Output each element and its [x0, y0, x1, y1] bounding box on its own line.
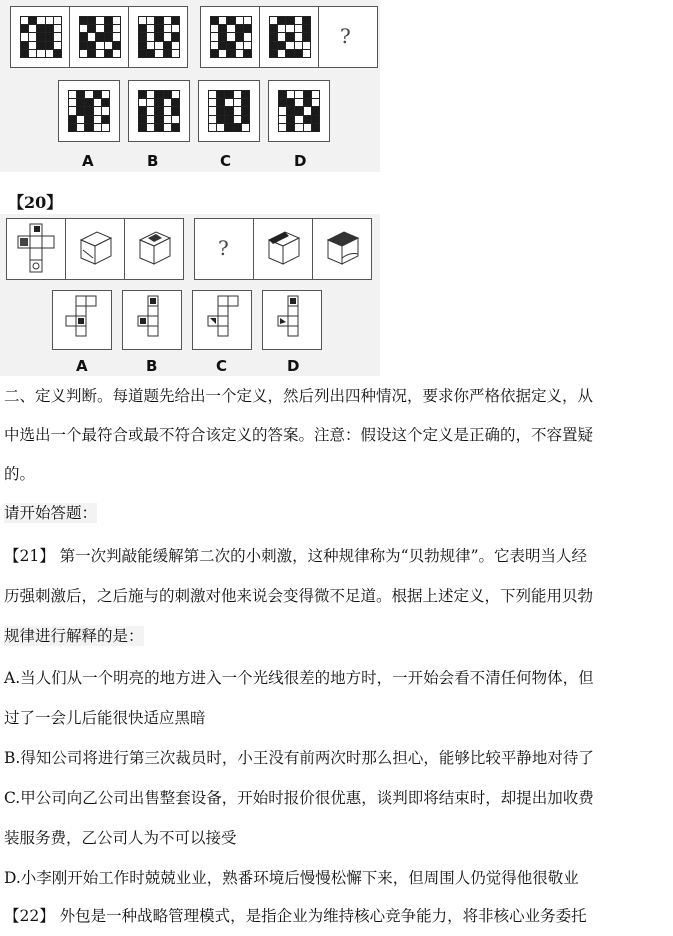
q20-option-c-net [192, 290, 252, 350]
q19-grid-1 [20, 16, 62, 58]
q19-option-d-label: D [294, 152, 307, 170]
q20-option-c-label: C [216, 357, 228, 375]
q19-option-b-label: B [147, 152, 159, 170]
q19-grid-5 [269, 16, 311, 58]
q19-option-a-label: A [82, 152, 94, 170]
q19-option-a-grid [68, 90, 110, 132]
q21-option-a-line-2[interactable]: 过了一会儿后能很快适应黑暗 [4, 709, 206, 727]
q21-option-d[interactable]: D.小李刚开始工作时兢兢业业，熟番环境后慢慢松懈下来，但周围人仍觉得他很敬业 [4, 869, 579, 887]
section-2-intro-line-2: 中选出一个最符合或最不符合该定义的答案。注意：假设这个定义是正确的，不容置疑 [4, 426, 594, 444]
q19-grid-3 [138, 16, 180, 58]
q20-option-a-label: A [76, 357, 88, 375]
q19-grid-2 [79, 16, 121, 58]
q21-stem-line-2: 历强刺激后，之后施与的刺激对他来说会变得微不足道。根据上述定义，下列能用贝勃 [4, 587, 594, 605]
q19-option-c-label: C [220, 152, 232, 170]
q20-cube-6 [318, 218, 368, 280]
q20-option-a-net [52, 290, 112, 350]
q19-grid-4 [210, 16, 252, 58]
q20-cube-net-figure [6, 218, 66, 280]
q20-cube-3 [130, 218, 180, 280]
q21-stem-line-1: 【21】 第一次判敲能缓解第二次的小刺激，这种规律称为“贝勃规律”。它表明当人经 [4, 547, 588, 565]
start-answering-prompt: 请开始答题： [4, 504, 98, 522]
section-2-intro-line-1: 二、定义判断。每道题先给出一个定义，然后列出四种情况，要求你严格依据定义，从 [4, 387, 594, 405]
q19-option-b-grid [138, 90, 180, 132]
q20-option-d-label: D [287, 357, 300, 375]
section-2-intro-line-3: 的。 [4, 465, 36, 483]
q20-option-d-net [262, 290, 322, 350]
q19-question-mark: ? [340, 24, 351, 48]
q21-option-c-line-1[interactable]: C.甲公司向乙公司出售整套设备，开始时报价很优惠，谈判即将结束时，却提出加收费 [4, 789, 594, 807]
q21-stem-line-3: 规律进行解释的是： [4, 627, 144, 645]
q20-question-mark: ? [218, 236, 229, 260]
q20-cube-5 [259, 218, 309, 280]
q20-option-b-label: B [146, 357, 158, 375]
q21-option-c-line-2[interactable]: 装服务费，乙公司人为不可以接受 [4, 829, 237, 847]
q20-section-label: 【20】 [8, 193, 63, 212]
q21-option-b[interactable]: B.得知公司将进行第三次裁员时，小王没有前两次时那么担心，能够比较平静地对待了 [4, 749, 594, 767]
q20-option-b-net [122, 290, 182, 350]
q20-cube-2 [71, 218, 121, 280]
q22-stem-line-1: 【22】 外包是一种战略管理模式，是指企业为维持核心竞争能力，将非核心业务委托 [4, 907, 587, 925]
q19-option-d-grid [278, 90, 320, 132]
q19-option-c-grid [208, 90, 250, 132]
q21-option-a-line-1[interactable]: A.当人们从一个明亮的地方进入一个光线很差的地方时，一开始会看不清任何物体，但 [4, 669, 594, 687]
